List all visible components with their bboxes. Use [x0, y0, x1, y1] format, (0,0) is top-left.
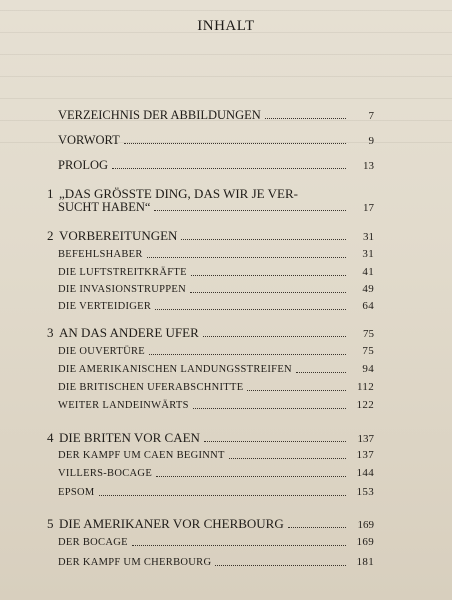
toc-page-number: 17	[363, 202, 374, 214]
toc-page-number: 144	[356, 467, 374, 479]
chapter-number: 2	[47, 228, 54, 243]
toc-page-number: 75	[363, 328, 374, 340]
leader-dots	[191, 275, 346, 276]
chapter-number: 3	[47, 325, 54, 340]
chapter-number: 4	[47, 430, 54, 445]
leader-dots	[132, 545, 346, 546]
leader-dots	[247, 390, 346, 391]
toc-page-number: 13	[363, 160, 374, 172]
leader-dots	[154, 210, 346, 211]
section-title: DIE BRITISCHEN UFERABSCHNITTE	[58, 382, 244, 393]
toc-page-number: 7	[368, 110, 374, 122]
leader-dots	[203, 336, 346, 337]
leader-dots	[155, 309, 346, 310]
toc-section	[58, 449, 374, 461]
leader-dots	[288, 527, 346, 528]
leader-dots	[204, 441, 346, 442]
toc-section	[58, 248, 374, 260]
toc-page-number: 122	[356, 399, 374, 411]
leader-dots	[147, 257, 346, 258]
section-title: VILLERS-BOCAGE	[58, 468, 153, 479]
leader-dots	[193, 408, 346, 409]
leader-dots	[112, 168, 346, 169]
leader-dots	[156, 476, 346, 477]
toc-chapter-5	[47, 516, 374, 532]
toc-entry-label: VORWORT	[58, 133, 120, 147]
chapter-title: VORBEREITUNGEN	[59, 228, 178, 243]
section-title: DIE INVASIONSTRUPPEN	[58, 284, 187, 295]
section-title: DIE VERTEIDIGER	[58, 301, 152, 312]
toc-section	[58, 556, 374, 568]
toc-page-number: 137	[356, 449, 374, 461]
toc-entry-prolog	[58, 158, 374, 173]
leader-dots	[99, 495, 346, 496]
toc-section	[58, 300, 374, 312]
toc-entry-abbildungen	[58, 108, 374, 123]
leader-dots	[296, 372, 346, 373]
page-title: INHALT	[197, 18, 255, 34]
toc-entry-vorwort	[58, 133, 374, 148]
toc-page-number: 153	[356, 486, 374, 498]
toc-page-number: 94	[362, 363, 374, 375]
toc-chapter-2	[47, 228, 374, 244]
chapter-title: DIE BRITEN VOR CAEN	[59, 430, 200, 445]
section-title: DIE OUVERTÜRE	[58, 346, 145, 357]
toc-page-number: 181	[356, 556, 374, 568]
toc-page-number: 31	[362, 248, 374, 260]
leader-dots	[124, 143, 346, 144]
toc-section	[58, 283, 374, 295]
section-title: DER KAMPF UM CAEN BEGINNT	[58, 450, 225, 461]
toc-page-number: 9	[368, 135, 374, 147]
section-title: DIE LUFTSTREITKRÄFTE	[58, 267, 187, 278]
toc-section	[58, 486, 374, 498]
toc-page-number: 49	[362, 283, 374, 295]
chapter-number: 5	[47, 516, 54, 531]
toc-chapter-4	[47, 430, 374, 446]
leader-dots	[149, 354, 346, 355]
toc-page-number: 169	[357, 519, 374, 531]
chapter-title-continued: SUCHT HABEN“	[58, 200, 151, 214]
chapter-title: AN DAS ANDERE UFER	[59, 325, 199, 340]
section-title: EPSOM	[58, 487, 95, 498]
toc-entry-label: VERZEICHNIS DER ABBILDUNGEN	[58, 108, 261, 122]
toc-section	[58, 381, 374, 393]
leader-dots	[190, 292, 346, 293]
leader-dots	[229, 458, 346, 459]
toc-chapter-1-continued	[58, 200, 374, 215]
toc-section	[58, 345, 374, 357]
chapter-title: DIE AMERIKANER VOR CHERBOURG	[59, 516, 284, 531]
toc-section	[58, 536, 374, 548]
toc-section	[58, 363, 374, 375]
chapter-title: „DAS GRÖSSTE DING, DAS WIR JE VER-	[59, 186, 298, 201]
toc-section	[58, 266, 374, 278]
section-title: BEFEHLSHABER	[58, 249, 143, 260]
section-title: DER BOCAGE	[58, 537, 128, 548]
toc-section	[58, 399, 374, 411]
toc-page-number: 31	[363, 231, 374, 243]
toc-chapter-3	[47, 325, 374, 341]
section-title: WEITER LANDEINWÄRTS	[58, 400, 189, 411]
chapter-number: 1	[47, 186, 54, 201]
leader-dots	[181, 239, 346, 240]
toc-page-number: 137	[357, 433, 374, 445]
toc-entry-label: PROLOG	[58, 158, 109, 172]
section-title: DIE AMERIKANISCHEN LANDUNGSSTREIFEN	[58, 364, 292, 375]
section-title: DER KAMPF UM CHERBOURG	[58, 557, 212, 568]
toc-page-number: 41	[362, 266, 374, 278]
toc-page-number: 75	[362, 345, 374, 357]
toc-section	[58, 467, 374, 479]
toc-page-number: 64	[362, 300, 374, 312]
leader-dots	[215, 565, 346, 566]
toc-page-number: 112	[357, 381, 374, 393]
toc-page-number: 169	[356, 536, 374, 548]
leader-dots	[265, 118, 346, 119]
